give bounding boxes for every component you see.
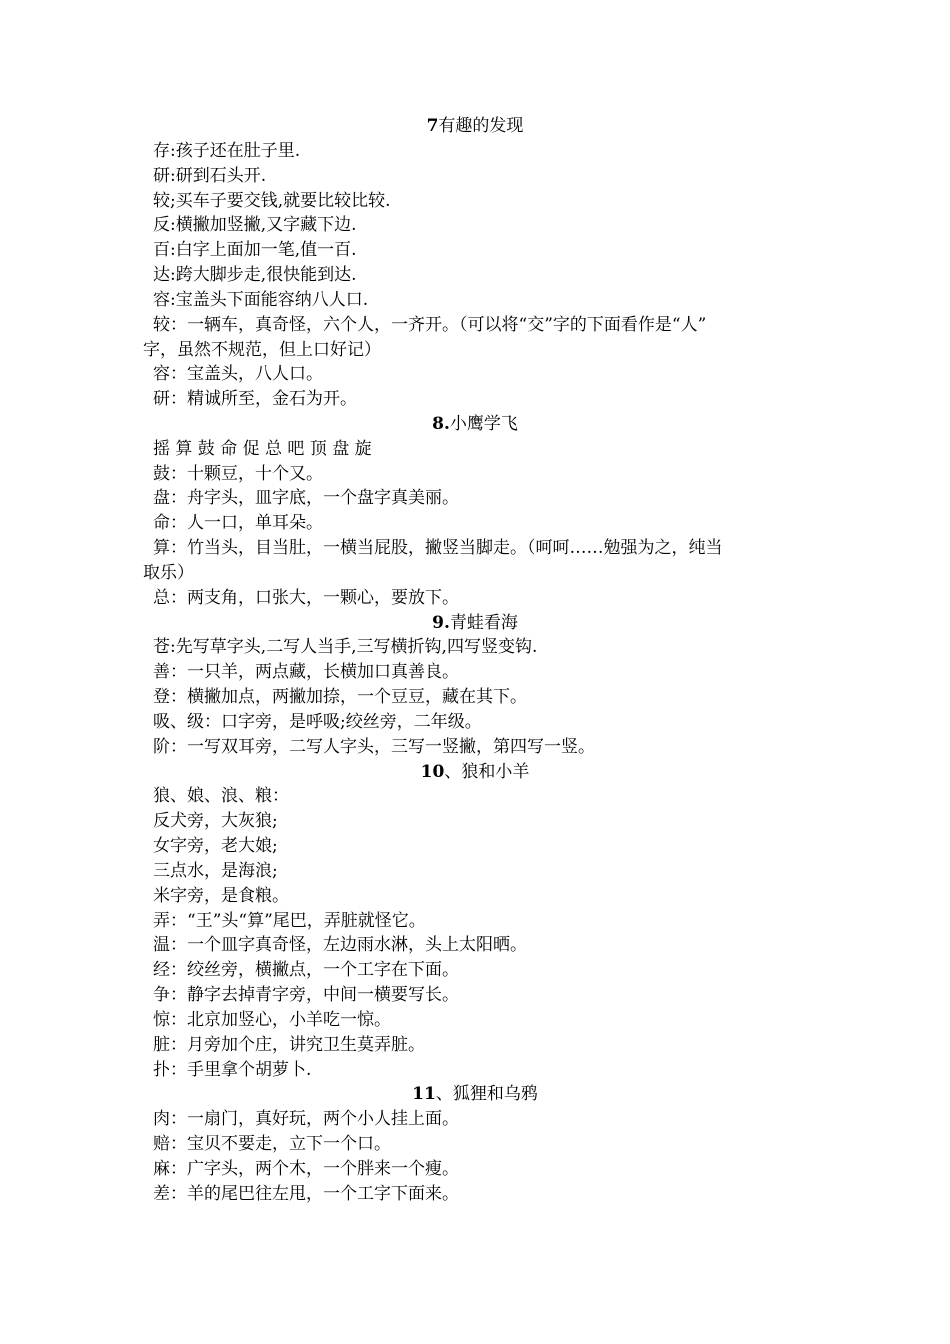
text-line: 差：羊的尾巴往左甩，一个工字下面来。 — [153, 1183, 459, 1204]
section-heading — [0, 760, 950, 785]
section-number: 9. — [432, 612, 450, 633]
text-line: 女字旁，老大娘; — [153, 836, 278, 857]
section-number: 7 — [426, 116, 439, 136]
text-line: 取乐） — [143, 562, 194, 583]
text-line: 研：精诚所至，金石为开。 — [153, 389, 357, 410]
text-line: 争：静字去掉青字旁，中间一横要写长。 — [153, 985, 459, 1005]
text-line: 存:孩子还在肚子里. — [153, 140, 301, 161]
section-number: 11 — [412, 1084, 436, 1105]
text-line: 摇 算 鼓 命 促 总 吧 顶 盘 旋 — [153, 438, 372, 459]
text-line: 脏：月旁加个庄，讲究卫生莫弄脏。 — [153, 1034, 425, 1055]
text-line: 盘：舟字头，皿字底，一个盘字真美丽。 — [153, 488, 459, 509]
text-line: 阶：一写双耳旁，二写人字头，三写一竖撇，第四写一竖。 — [153, 736, 595, 757]
text-line: 总：两支角，口张大，一颗心，要放下。 — [153, 587, 459, 608]
text-line: 容：宝盖头，八人口。 — [153, 364, 323, 385]
text-line: 达:跨大脚步走,很快能到达. — [153, 265, 357, 285]
text-line: 扑：手里拿个胡萝卜. — [153, 1059, 312, 1080]
section-title: 青蛙看海 — [449, 612, 518, 633]
text-line: 三点水，是海浪; — [153, 860, 278, 881]
text-line: 百:白字上面加一笔,值一百. — [153, 240, 357, 261]
section-heading — [0, 114, 950, 139]
text-line: 米字旁，是食粮。 — [153, 885, 289, 906]
section-heading — [0, 611, 950, 636]
text-line: 善：一只羊，两点藏，长横加口真善良。 — [153, 662, 459, 683]
text-line: 算：竹当头，目当肚，一横当屁股，撇竖当脚走。（呵呵……勉强为之，纯当 — [153, 538, 723, 559]
text-line: 麻：广字头，两个木，一个胖来一个瘦。 — [153, 1158, 459, 1179]
text-line: 研:研到石头开. — [153, 165, 267, 186]
section-number: 8. — [432, 414, 450, 434]
section-title: 有趣的发现 — [438, 116, 524, 136]
text-line: 反犬旁，大灰狼; — [153, 811, 278, 832]
text-line: 较：一辆车，真奇怪，六个人，一齐开。（可以将“交”字的下面看作是“人” — [153, 314, 707, 335]
text-line: 鼓：十颗豆，十个又。 — [153, 463, 323, 484]
text-line: 经：绞丝旁，横撇点，一个工字在下面。 — [153, 960, 459, 981]
text-line: 弄：“王”头“算”尾巴，弄脏就怪它。 — [153, 910, 426, 931]
section-title: 、狐狸和乌鸦 — [435, 1084, 538, 1105]
section-title: 小鹰学飞 — [449, 414, 518, 434]
text-line: 惊：北京加竖心，小羊吃一惊。 — [153, 1009, 391, 1030]
text-line: 肉：一扇门，真好玩，两个小人挂上面。 — [153, 1109, 459, 1130]
text-line: 较;买车子要交钱,就要比较比较. — [153, 190, 391, 211]
section-heading — [0, 412, 950, 437]
text-line: 字，虽然不规范，但上口好记） — [143, 339, 381, 360]
text-line: 命：人一口，单耳朵。 — [153, 513, 323, 534]
section-number: 10 — [420, 761, 445, 782]
text-line: 赔：宝贝不要走，立下一个口。 — [153, 1134, 391, 1154]
text-line: 吸、级：口字旁，是呼吸;绞丝旁，二年级。 — [153, 711, 482, 732]
text-line: 狼、娘、浪、粮： — [153, 786, 289, 807]
text-line: 温：一个皿字真奇怪，左边雨水淋，头上太阳晒。 — [153, 935, 527, 956]
text-line: 反:横撇加竖撇,又字藏下边. — [153, 215, 357, 236]
text-line: 容:宝盖头下面能容纳八人口. — [153, 289, 369, 310]
text-line: 登：横撇加点，两撇加捺，一个豆豆，藏在其下。 — [153, 687, 527, 708]
text-line: 苍:先写草字头,二写人当手,三写横折钩,四写竖变钩. — [153, 637, 538, 658]
section-title: 、狼和小羊 — [444, 761, 530, 782]
section-heading — [0, 1082, 950, 1107]
